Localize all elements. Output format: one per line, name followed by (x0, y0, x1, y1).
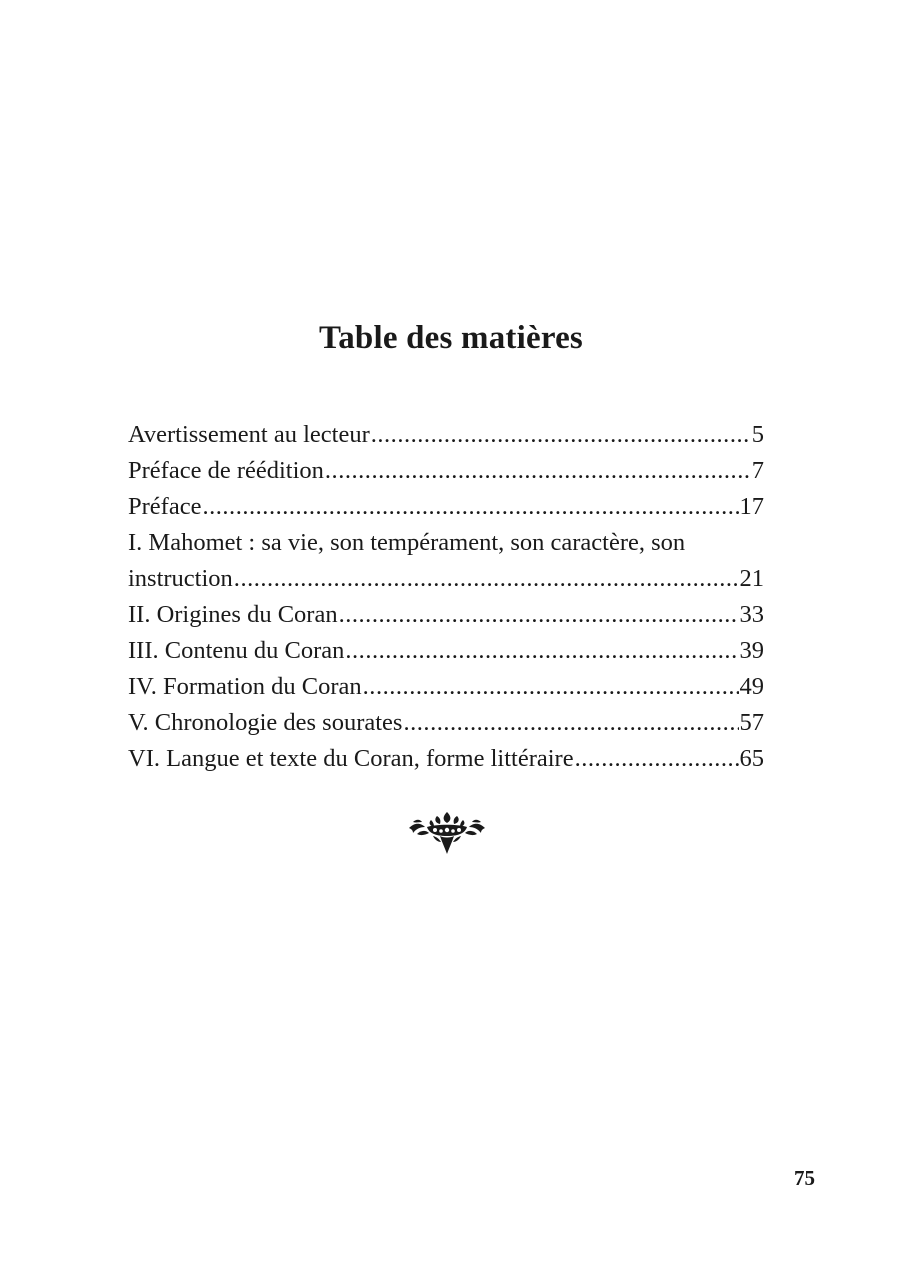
page-title: Table des matières (319, 320, 583, 356)
toc-entry-row (128, 561, 764, 597)
toc-entry-label: Avertissement au lecteur (128, 421, 370, 448)
toc-entry-label: Préface de réédition (128, 457, 324, 484)
toc-entry-label: IV. Formation du Coran (128, 673, 362, 700)
toc-entry-row (128, 417, 764, 453)
toc-entry-page: 49 (739, 673, 764, 700)
toc-entry-page: 17 (739, 493, 764, 520)
page-number: 75 (794, 1166, 815, 1190)
fleuron-ornament-icon (407, 808, 487, 858)
toc-entry-row (128, 669, 764, 705)
toc-entry-row (128, 597, 764, 633)
toc-entry-chronologie (128, 705, 764, 741)
dot-leader (363, 669, 739, 705)
toc-entry-label: II. Origines du Coran (128, 601, 338, 628)
toc-entry-avertissement (128, 417, 764, 453)
dot-leader (339, 597, 739, 633)
toc-entry-label: Préface (128, 493, 202, 520)
toc-entry-mahomet (128, 525, 764, 597)
toc-entry-preface (128, 489, 764, 525)
toc-entry-page: 33 (739, 601, 764, 628)
toc-entry-contenu (128, 633, 764, 669)
toc-entry-row (128, 453, 764, 489)
table-of-contents (128, 417, 764, 777)
toc-entry-row (128, 705, 764, 741)
toc-entry-page: 57 (739, 709, 764, 736)
dot-leader (575, 741, 739, 777)
dot-leader (403, 705, 738, 741)
toc-entry-origines (128, 597, 764, 633)
toc-entry-row (128, 489, 764, 525)
toc-entry-label: VI. Langue et texte du Coran, forme littéraire (128, 745, 574, 772)
dot-leader (202, 489, 738, 525)
toc-entry-row (128, 633, 764, 669)
dot-leader (325, 453, 751, 489)
toc-entry-page: 5 (751, 421, 764, 448)
toc-entry-formation (128, 669, 764, 705)
toc-entry-label: V. Chronologie des sourates (128, 709, 403, 736)
toc-entry-page: 65 (739, 745, 764, 772)
toc-entry-langue (128, 741, 764, 777)
toc-entry-row (128, 741, 764, 777)
toc-entry-preface-reedition (128, 453, 764, 489)
toc-entry-label: III. Contenu du Coran (128, 637, 345, 664)
toc-entry-page: 7 (751, 457, 764, 484)
dot-leader (371, 417, 751, 453)
dot-leader (234, 561, 739, 597)
toc-entry-page: 21 (739, 565, 764, 592)
toc-entry-label-line1: I. Mahomet : sa vie, son tempérament, son caractère, son (128, 529, 686, 556)
dot-leader (345, 633, 738, 669)
toc-entry-page: 39 (739, 637, 764, 664)
toc-entry-label: instruction (128, 565, 233, 592)
